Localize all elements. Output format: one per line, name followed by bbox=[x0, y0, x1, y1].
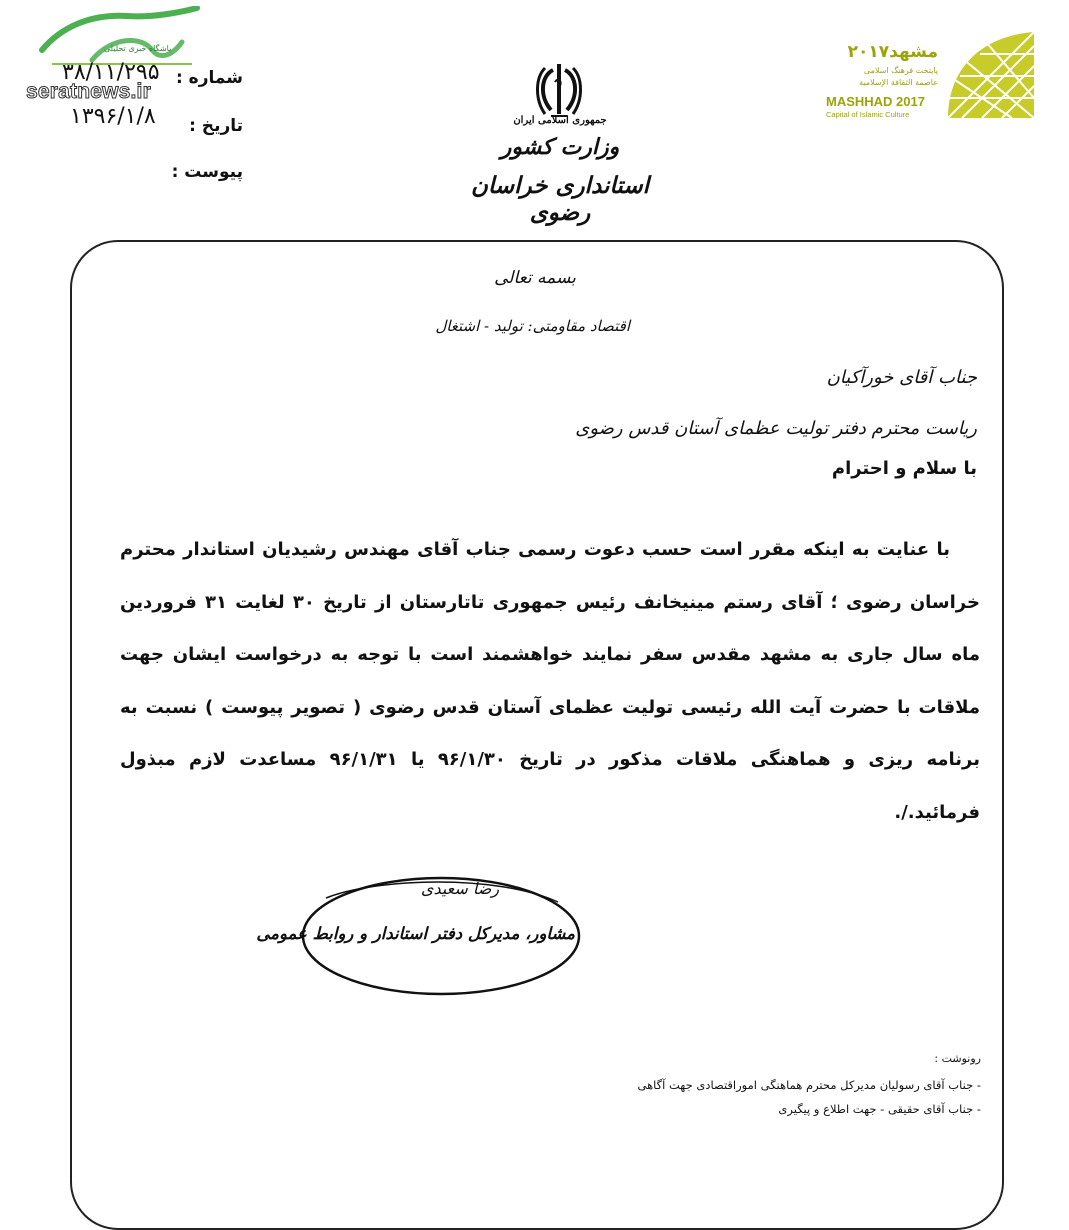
date-label: تاریخ : bbox=[189, 116, 243, 136]
signature-name: رضا سعیدی bbox=[420, 879, 500, 898]
bismillah: بسمه تعالی bbox=[494, 268, 576, 288]
serat-logo-icon bbox=[32, 6, 202, 68]
governorate-name: استانداری خراسان رضوی bbox=[470, 172, 650, 226]
ministry-name: وزارت کشور bbox=[500, 134, 620, 160]
number-label: شماره : bbox=[175, 68, 243, 88]
mashhad-logo-title: مشهد۲۰۱۷ bbox=[847, 42, 938, 62]
watermark-site: seratnews.ir bbox=[26, 80, 151, 103]
cc-item: - جناب آقای رسولیان مدیرکل محترم هماهنگی اموراقتصادی جهت آگاهی bbox=[637, 1078, 981, 1092]
date-value: ۱۳۹۶/۱/۸ bbox=[70, 104, 156, 129]
number-value: ۳۸/۱۱/۲۹۵ bbox=[62, 60, 160, 85]
addressee: جناب آقای خورآکیان bbox=[826, 367, 977, 388]
cc-item: - جناب آقای حقیقی - جهت اطلاع و پیگیری bbox=[778, 1102, 981, 1116]
letter-body bbox=[120, 524, 980, 839]
mashhad-logo-en-sub: Capital of Islamic Culture bbox=[826, 110, 910, 119]
dome-icon bbox=[942, 28, 1040, 124]
signature-title: مشاور، مدیرکل دفتر استاندار و روابط عمومی bbox=[256, 924, 575, 943]
republic-name: جمهوری اسلامی ایران bbox=[513, 115, 607, 126]
cc-label: رونوشت : bbox=[934, 1052, 981, 1065]
attachment-label: پیوست : bbox=[171, 162, 243, 182]
greeting: با سلام و احترام bbox=[831, 458, 977, 479]
letter-body-paragraph: با عنایت به اینکه مقرر است حسب دعوت رسمی جناب آقای مهندس رشیدیان استاندار محترم خراسان رضوی ؛ آقای رستم مینیخانف رئیس جمهوری تاتارستان از تاریخ ۳۰ لغایت ۳۱ فروردین ماه سال جاری به مشهد مقدس سفر نمایند خواهشمند است با توجه به درخواست ایشان جهت ملاقات با حضرت آیت الله رئیسی تولیت عظمای آستان قدس رضوی ( تصویر پیوست ) نسبت به برنامه ریزی و هماهنگی ملاقات مذکور در تاریخ ۹۶/۱/۳۰ یا ۹۶/۱/۳۱ مساعدت لازم مبذول فرمائید./. bbox=[120, 539, 981, 823]
mashhad-logo-sub-ar: عاصمة الثقافة الإسلامية bbox=[859, 78, 938, 87]
mashhad-2017-logo bbox=[822, 28, 1040, 124]
iran-emblem-icon bbox=[533, 62, 585, 118]
mashhad-logo-en-title: MASHHAD 2017 bbox=[826, 94, 925, 109]
mashhad-logo-sub-fa: پایتخت فرهنگ اسلامی bbox=[863, 66, 938, 75]
watermark bbox=[22, 6, 202, 106]
watermark-tagline: باشگاه خبری تحلیلی bbox=[104, 44, 172, 53]
addressee-title: ریاست محترم دفتر تولیت عظمای آستان قدس رضوی bbox=[575, 418, 977, 439]
slogan: اقتصاد مقاومتی: تولید - اشتغال bbox=[435, 317, 630, 335]
